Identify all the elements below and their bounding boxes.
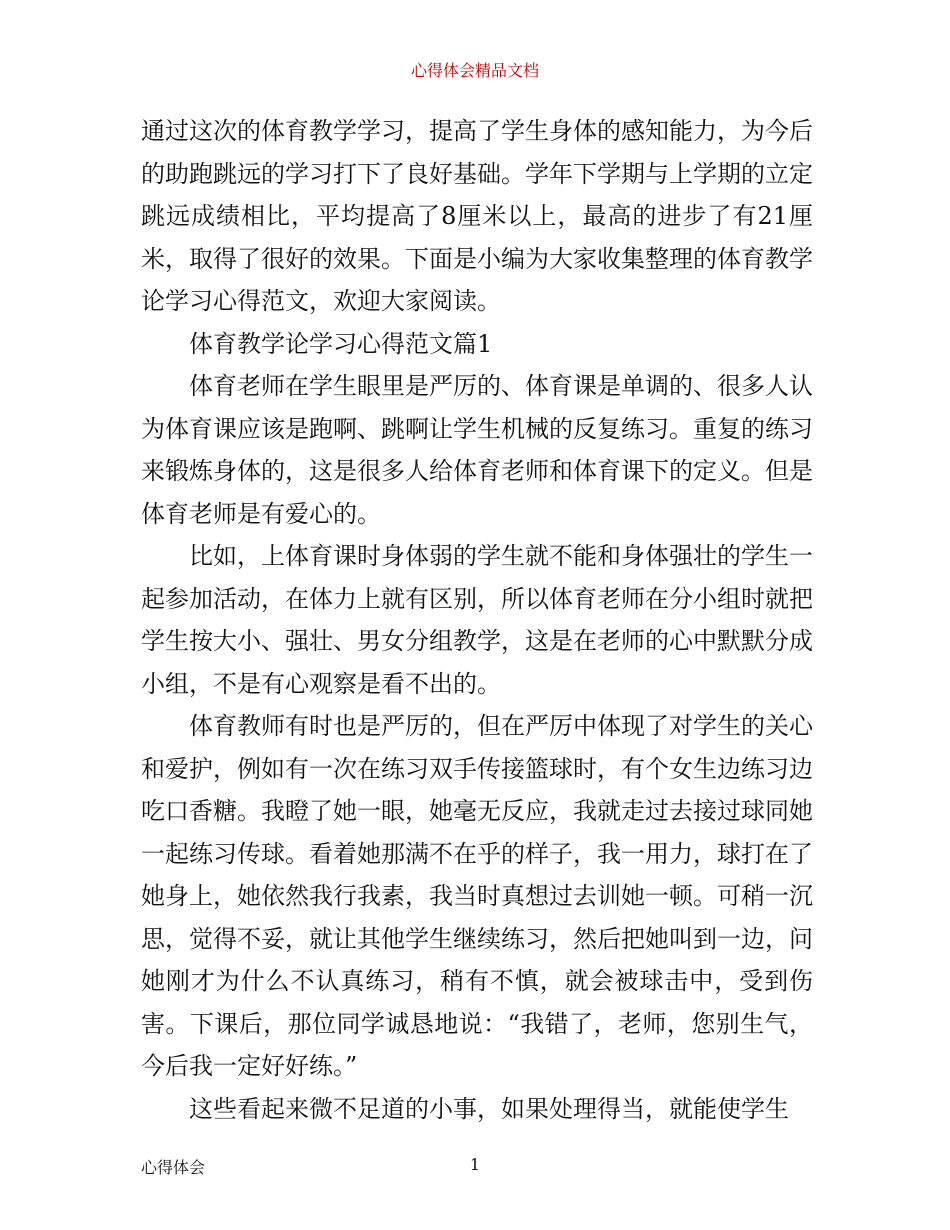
paragraph: 这些看起来微不足道的小事，如果处理得当，就能使学生 — [189, 1094, 789, 1123]
page-header: 心得体会精品文档 — [410, 61, 539, 80]
section-title: 体育教学论学习心得范文篇1 — [189, 329, 493, 358]
paragraph: 体育教师有时也是严厉的，但在严厉中体现了对学生的关心和爱护，例如有一次在练习双手传接篮球时，有个女生边练习边吃口香糖。我瞪了她一眼，她毫无反应，我就走过去接过球同她一起练习传球。看着她那满不在乎的样子，我一用力，球打在了她身上，她依然我行我素，我当时真想过去训她一顿。可稍一沉思，觉得不妥，就让其他学生继续练习，然后把她叫到一边，问她刚才为什么不认真练习，稍有不慎，就会被球击中，受到伤害。下课后，那位同学诚恳地说：“我错了，老师，您别生气，今后我一定好好练。” — [141, 712, 813, 1080]
document-body — [141, 110, 813, 1130]
paragraph: 比如，上体育课时身体弱的学生就不能和身体强壮的学生一起参加活动，在体力上就有区别，所以体育老师在分小组时就把学生按大小、强壮、男女分组教学，这是在老师的心中默默分成小组，不是有心观察是看不出的。 — [141, 542, 813, 698]
page-number: 1 — [469, 1155, 481, 1174]
paragraph: 体育老师在学生眼里是严厉的、体育课是单调的、很多人认为体育课应该是跑啊、跳啊让学生机械的反复练习。重复的练习来锻炼身体的，这是很多人给体育老师和体育课下的定义。但是体育老师是有爱心的。 — [141, 372, 813, 528]
footer-label: 心得体会 — [141, 1158, 206, 1177]
paragraph: 通过这次的体育教学学习，提高了学生身体的感知能力，为今后的助跑跳远的学习打下了良好基础。学年下学期与上学期的立定跳远成绩相比，平均提高了8厘米以上，最高的进步了有21厘米，取得了很好的效果。下面是小编为大家收集整理的体育教学论学习心得范文，欢迎大家阅读。 — [141, 117, 813, 315]
